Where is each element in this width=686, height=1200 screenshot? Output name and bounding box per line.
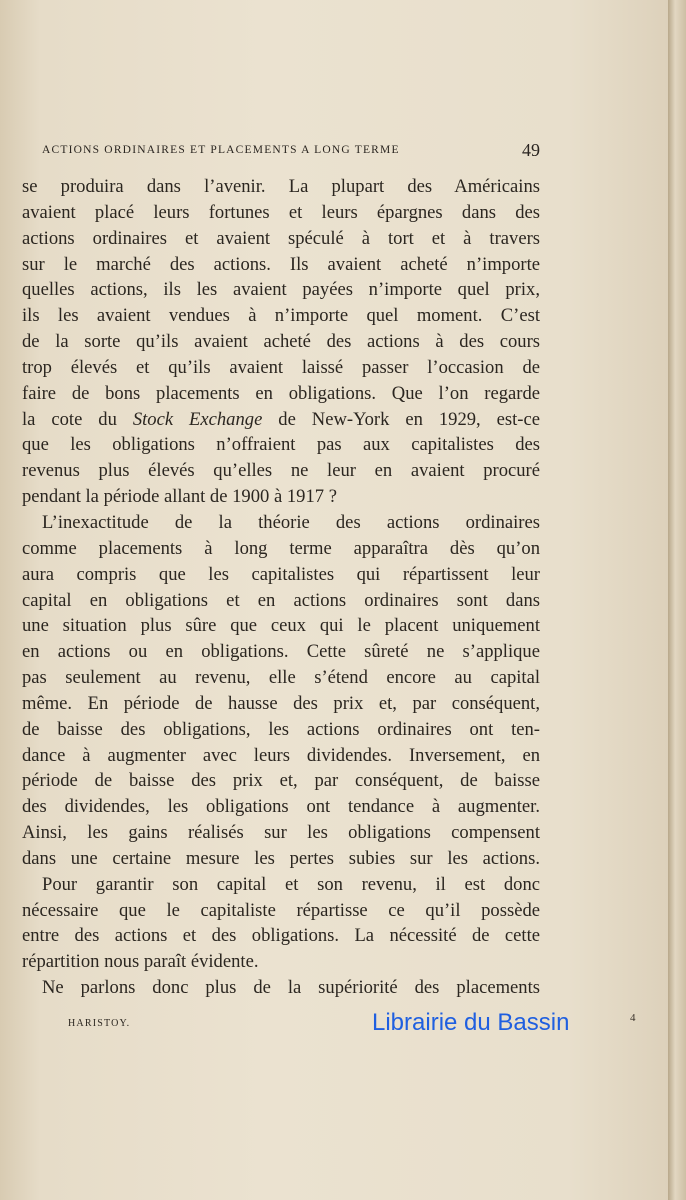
signature-mark: 4 xyxy=(630,1012,636,1024)
text-line: dans une certaine mesure les pertes subies sur les actions. xyxy=(22,847,540,869)
text-line: L’inexactitude de la théorie des actions ordinaires xyxy=(42,511,540,533)
running-title: ACTIONS ORDINAIRES ET PLACEMENTS A LONG TERME xyxy=(42,144,400,156)
text-line: ils les avaient vendues à n’importe quel moment. C’est xyxy=(22,305,540,327)
text-line: quelles actions, ils les avaient payées n’importe quel prix, xyxy=(22,279,540,301)
text-line: sur le marché des actions. Ils avaient acheté n’importe xyxy=(22,253,540,275)
text-line: se produira dans l’avenir. La plupart des Américains xyxy=(22,176,540,197)
text-line: Ne parlons donc plus de la supériorité des placements xyxy=(42,977,540,999)
text-line: comme placements à long terme apparaîtra dès qu’on xyxy=(22,537,540,559)
text-line: pas seulement au revenu, elle s’étend encore au capital xyxy=(22,667,540,689)
text-line: répartition nous paraît évidente. xyxy=(22,951,259,973)
text-line: nécessaire que le capitaliste répartisse ce qu’il possède xyxy=(22,899,540,921)
text-line: faire de bons placements en obligations. Que l’on regarde xyxy=(22,382,540,404)
text-line: Ainsi, les gains réalisés sur les obligations compensent xyxy=(22,822,540,844)
text-line: la cote du Stock Exchange de New-York en 1929, est-ce xyxy=(22,408,540,430)
text-line: des dividendes, les obligations ont tendance à augmenter. xyxy=(22,796,540,818)
italic-term: Stock Exchange xyxy=(132,408,263,430)
text-line: de la sorte qu’ils avaient acheté des actions à des cours xyxy=(22,331,540,353)
text-line: même. En période de hausse des prix et, par conséquent, xyxy=(22,692,540,714)
text-line: une situation plus sûre que ceux qui le placent uniquement xyxy=(22,615,540,637)
text-line: de baisse des obligations, les actions ordinaires ont ten- xyxy=(22,718,540,740)
text-line: en actions ou en obligations. Cette sûreté ne s’applique xyxy=(22,641,540,663)
page-number: 49 xyxy=(522,140,540,160)
text-line: pendant la période allant de 1900 à 1917 ? xyxy=(22,486,337,508)
text-line: Pour garantir son capital et son revenu, il est donc xyxy=(42,873,540,895)
text-line: aura compris que les capitalistes qui répartissent leur xyxy=(22,563,540,585)
signature-line: HARISTOY. xyxy=(68,1018,131,1029)
running-header xyxy=(42,140,540,162)
watermark: Librairie du Bassin xyxy=(372,1009,570,1036)
text-line: revenus plus élevés qu’elles ne leur en avaient procuré xyxy=(22,460,540,482)
text-line: période de baisse des prix et, par conséquent, de baisse xyxy=(22,770,540,792)
page-edge xyxy=(668,0,686,1200)
text-line: avaient placé leurs fortunes et leurs épargnes dans des xyxy=(22,201,540,223)
text-line: que les obligations n’offraient pas aux capitalistes des xyxy=(22,434,540,456)
text-line: capital en obligations et en actions ordinaires sont dans xyxy=(22,589,540,611)
text-line: dance à augmenter avec leurs dividendes. Inversement, en xyxy=(22,744,540,766)
text-line: entre des actions et des obligations. La nécessité de cette xyxy=(22,925,540,947)
text-line: trop élevés et qu’ils avaient laissé passer l’occasion de xyxy=(22,356,540,378)
text-line: actions ordinaires et avaient spéculé à tort et à travers xyxy=(22,227,540,249)
body-text xyxy=(22,174,540,1001)
